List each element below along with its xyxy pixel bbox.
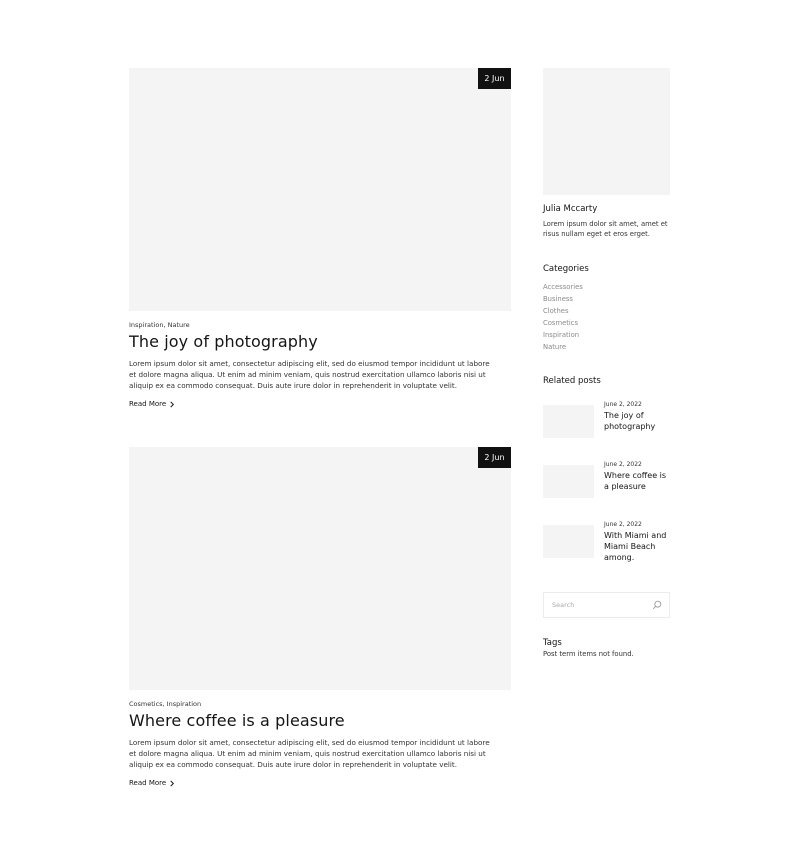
category-item[interactable]: Cosmetics (543, 319, 579, 327)
tags-widget (543, 638, 671, 658)
search-box (543, 592, 670, 618)
category-item[interactable]: Nature (543, 343, 567, 351)
sidebar (543, 68, 671, 658)
read-more-label: Read More (129, 779, 167, 787)
tags-empty-message: Post term items not found. (543, 650, 634, 658)
read-more-label: Read More (129, 400, 167, 408)
chevron-right-icon (169, 780, 175, 787)
related-post-thumbnail[interactable] (543, 525, 594, 558)
related-post-thumbnail[interactable] (543, 465, 594, 498)
categories-title: Categories (543, 264, 589, 274)
post-title[interactable]: Where coffee is a pleasure (129, 711, 345, 730)
related-post-date: June 2, 2022 (604, 461, 642, 468)
date-badge: 2 Jun (478, 68, 511, 89)
related-post-date: June 2, 2022 (604, 521, 642, 528)
related-post-item[interactable] (543, 461, 671, 498)
post-thumbnail[interactable] (129, 447, 511, 690)
category-item[interactable]: Clothes (543, 307, 569, 315)
related-post-title[interactable]: With Miami and Miami Beach among. (604, 531, 667, 562)
related-post-title[interactable]: Where coffee is a pleasure (604, 471, 667, 491)
post-categories[interactable]: Cosmetics, Inspiration (129, 700, 202, 708)
search-widget (543, 592, 671, 618)
categories-widget (543, 264, 671, 353)
author-widget (543, 68, 671, 239)
chevron-right-icon (169, 401, 175, 408)
post-card (129, 447, 511, 789)
related-post-item[interactable] (543, 521, 671, 563)
related-posts-title: Related posts (543, 376, 601, 386)
related-post-title[interactable]: The joy of photography (604, 411, 656, 431)
author-photo (543, 68, 670, 195)
post-excerpt: Lorem ipsum dolor sit amet, consectetur adipiscing elit, sed do eiusmod tempor incididunt ut labore et dolore magna aliqua. Ut enim ad minim veniam, quis nostrud exercitation ullamco laboris nisi ut aliquip ex ea commodo consequat. Duis aute irure dolor in reprehenderit in voluptate velit. (129, 738, 490, 769)
read-more-link[interactable] (129, 400, 175, 408)
related-post-date: June 2, 2022 (604, 401, 642, 408)
tags-title: Tags (543, 638, 562, 648)
post-card (129, 68, 511, 410)
post-categories[interactable]: Inspiration, Nature (129, 321, 190, 329)
category-item[interactable]: Accessories (543, 283, 583, 291)
post-title[interactable]: The joy of photography (129, 332, 318, 351)
date-badge: 2 Jun (478, 447, 511, 468)
category-list (543, 281, 671, 353)
category-item[interactable]: Business (543, 295, 573, 303)
read-more-link[interactable] (129, 779, 175, 787)
post-excerpt: Lorem ipsum dolor sit amet, consectetur adipiscing elit, sed do eiusmod tempor incididunt ut labore et dolore magna aliqua. Ut enim ad minim veniam, quis nostrud exercitation ullamco laboris nisi ut aliquip ex ea commodo consequat. Duis aute irure dolor in reprehenderit in voluptate velit. (129, 359, 490, 390)
search-icon[interactable] (652, 600, 662, 610)
search-input[interactable] (552, 601, 642, 609)
post-thumbnail[interactable] (129, 68, 511, 311)
author-bio: Lorem ipsum dolor sit amet, amet et risus nullam eget et eros erget. (543, 220, 668, 238)
author-name: Julia Mccarty (543, 204, 598, 214)
related-post-thumbnail[interactable] (543, 405, 594, 438)
category-item[interactable]: Inspiration (543, 331, 580, 339)
related-post-item[interactable] (543, 401, 671, 438)
related-posts-widget (543, 376, 671, 563)
posts-column (129, 68, 511, 789)
